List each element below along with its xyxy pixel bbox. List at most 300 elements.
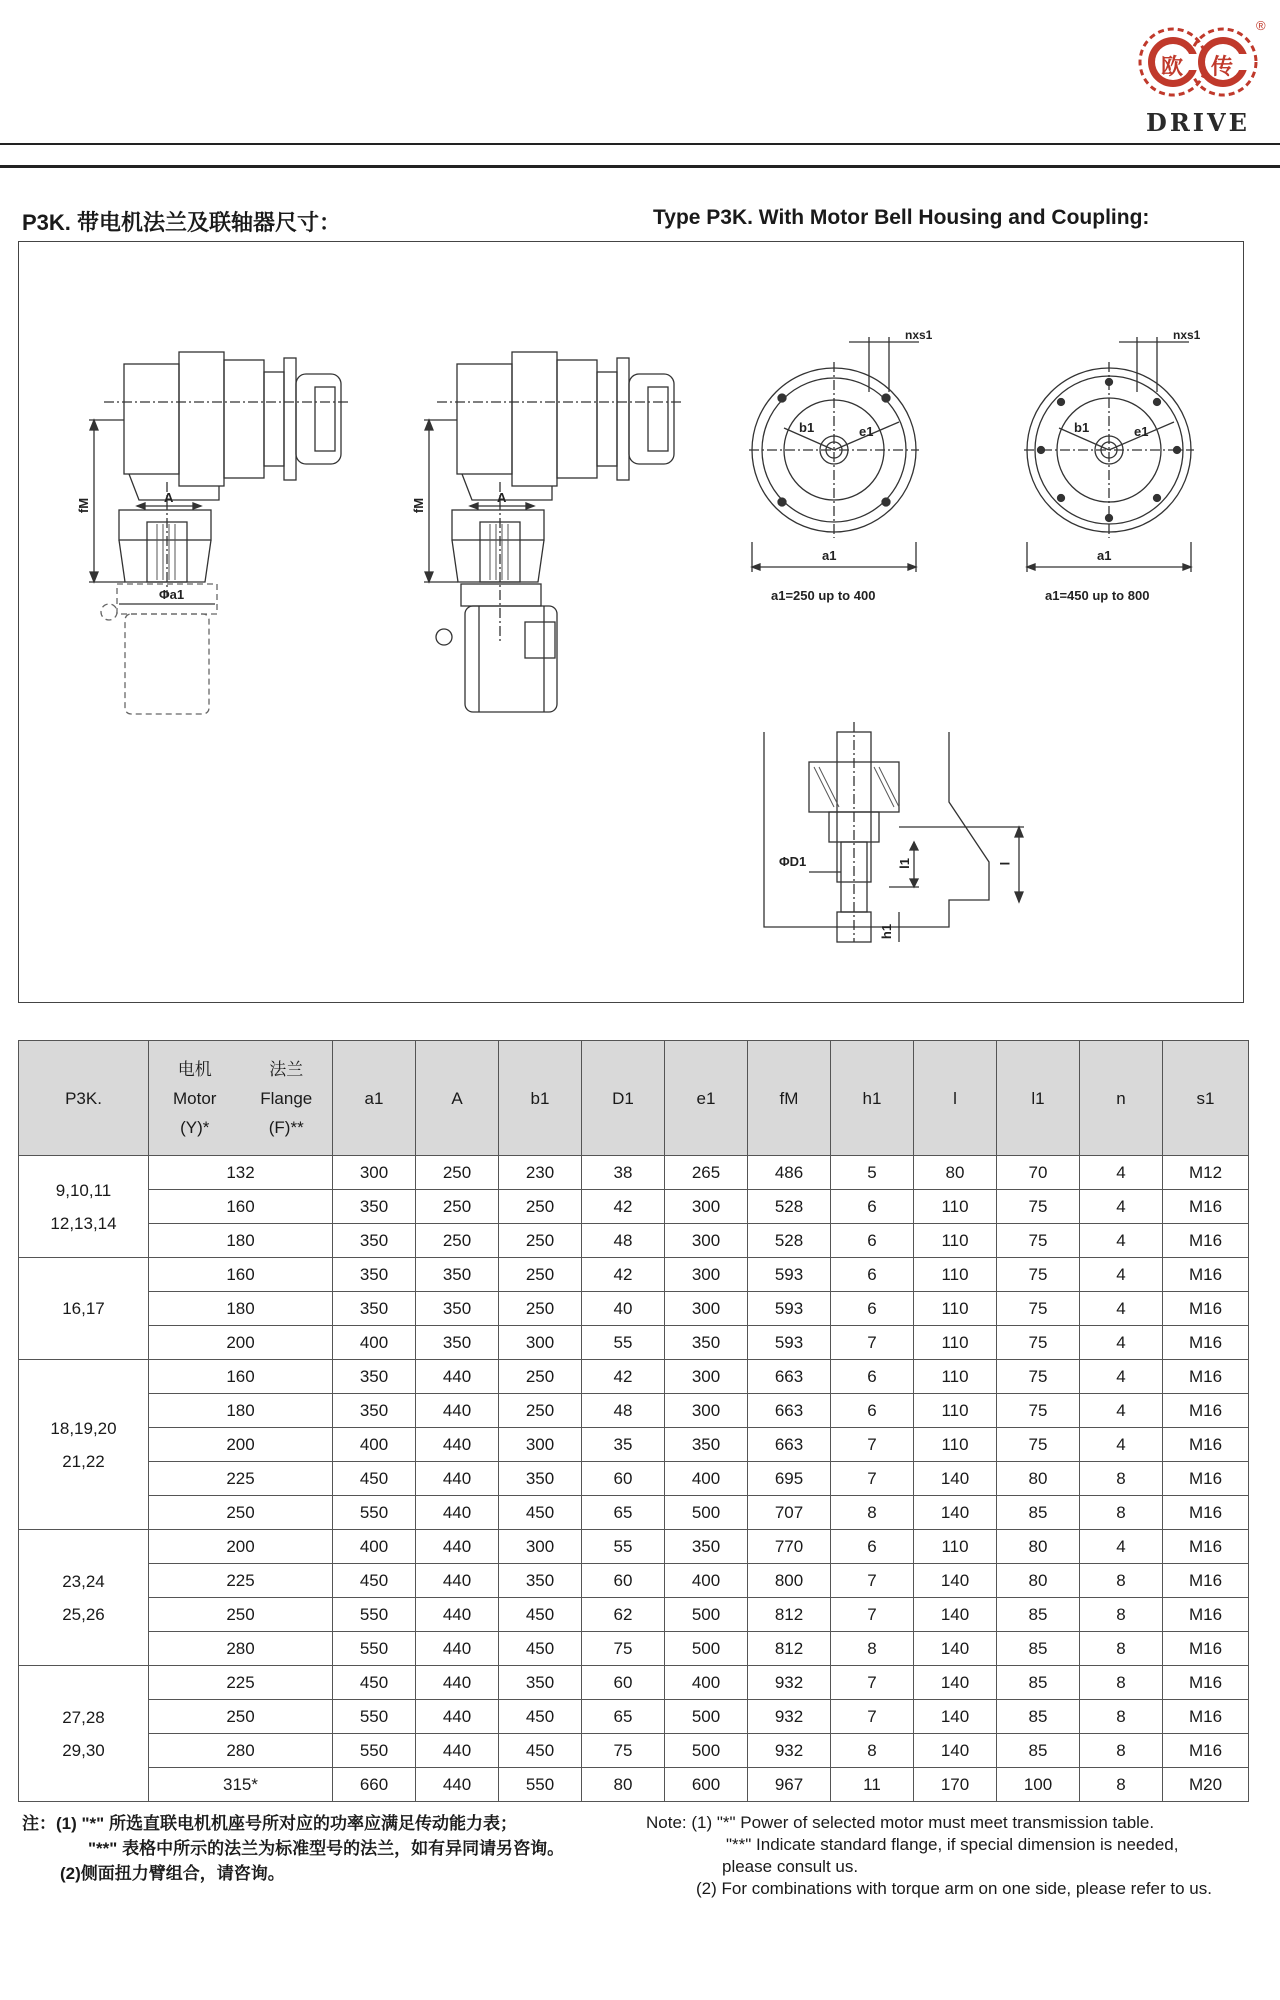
header-flange-en: Flange [260, 1088, 313, 1108]
header-col: n [1080, 1041, 1163, 1156]
table-cell: 140 [914, 1700, 997, 1734]
table-row [19, 1496, 1249, 1530]
table-cell: 110 [914, 1428, 997, 1462]
table-cell: 85 [997, 1666, 1080, 1700]
header-rule-thick [0, 165, 1280, 168]
table-row [19, 1428, 1249, 1462]
table-cell: M16 [1163, 1224, 1249, 1258]
table-cell: 110 [914, 1394, 997, 1428]
group-label [19, 1360, 149, 1530]
table-cell: 695 [748, 1462, 831, 1496]
table-cell: 440 [416, 1768, 499, 1802]
table-row [19, 1530, 1249, 1564]
table-cell: 140 [914, 1632, 997, 1666]
header-col: l1 [997, 1041, 1080, 1156]
table-cell: 7 [831, 1598, 914, 1632]
table-row [19, 1768, 1249, 1802]
table-cell: 8 [1080, 1666, 1163, 1700]
table-cell: 450 [499, 1632, 582, 1666]
table-cell: 8 [1080, 1734, 1163, 1768]
table-cell: 350 [665, 1326, 748, 1360]
label-a1-face2: a1 [1097, 548, 1112, 563]
table-cell: 440 [416, 1462, 499, 1496]
table-cell: 6 [831, 1224, 914, 1258]
table-body [19, 1156, 1249, 1802]
table-cell: 5 [831, 1156, 914, 1190]
motor-frame-cell: 200 [149, 1428, 333, 1462]
table-cell: 300 [499, 1428, 582, 1462]
table-cell: 11 [831, 1768, 914, 1802]
motor-frame-cell: 250 [149, 1700, 333, 1734]
group-label-line-2: 12,13,14 [50, 1213, 117, 1233]
header-col: D1 [582, 1041, 665, 1156]
header-motor-cn: 电机 [177, 1059, 212, 1079]
table-cell: 400 [665, 1666, 748, 1700]
table-cell: 7 [831, 1564, 914, 1598]
table-cell: 440 [416, 1700, 499, 1734]
table-cell: M16 [1163, 1190, 1249, 1224]
table-cell: 800 [748, 1564, 831, 1598]
table-cell: 85 [997, 1632, 1080, 1666]
table-cell: 400 [333, 1326, 416, 1360]
table-cell: 350 [499, 1462, 582, 1496]
table-cell: 250 [416, 1224, 499, 1258]
table-cell: 440 [416, 1734, 499, 1768]
table-cell: 110 [914, 1530, 997, 1564]
motor-frame-cell: 160 [149, 1190, 333, 1224]
table-cell: 450 [499, 1700, 582, 1734]
table-cell: 4 [1080, 1394, 1163, 1428]
table-cell: 440 [416, 1394, 499, 1428]
group-label-line-1: 16,17 [62, 1299, 105, 1318]
table-cell: 932 [748, 1666, 831, 1700]
gear-logo-icon [1128, 18, 1268, 108]
table-cell: 8 [831, 1496, 914, 1530]
group-label [19, 1258, 149, 1360]
table-cell: M16 [1163, 1564, 1249, 1598]
table-cell: 110 [914, 1190, 997, 1224]
table-cell: 812 [748, 1598, 831, 1632]
table-row [19, 1326, 1249, 1360]
table-cell: 550 [333, 1598, 416, 1632]
group-label-line-1: 18,19,20 [50, 1418, 117, 1438]
label-A-view2: A [497, 490, 507, 505]
table-cell: 110 [914, 1224, 997, 1258]
table-row [19, 1632, 1249, 1666]
table-cell: 140 [914, 1496, 997, 1530]
page-title-en: Type P3K. With Motor Bell Housing and Coupling: [653, 206, 1150, 229]
table-cell: 230 [499, 1156, 582, 1190]
table-cell: 660 [333, 1768, 416, 1802]
table-cell: 967 [748, 1768, 831, 1802]
table-cell: 75 [997, 1326, 1080, 1360]
motor-frame-cell: 200 [149, 1530, 333, 1564]
table-cell: 400 [333, 1530, 416, 1564]
table-row [19, 1394, 1249, 1428]
table-cell: 110 [914, 1258, 997, 1292]
table-cell: 8 [831, 1734, 914, 1768]
table-cell: 4 [1080, 1530, 1163, 1564]
table-cell: 663 [748, 1428, 831, 1462]
table-cell: 300 [665, 1360, 748, 1394]
table-row [19, 1598, 1249, 1632]
table-cell: 75 [997, 1224, 1080, 1258]
table-cell: 4 [1080, 1292, 1163, 1326]
table-cell: 350 [333, 1292, 416, 1326]
table-cell: M16 [1163, 1462, 1249, 1496]
brand-name: DRIVE [1146, 108, 1250, 137]
table-cell: M16 [1163, 1496, 1249, 1530]
table-cell: 350 [499, 1666, 582, 1700]
table-cell: 62 [582, 1598, 665, 1632]
table-cell: 110 [914, 1360, 997, 1394]
motor-frame-cell: 250 [149, 1496, 333, 1530]
table-cell: 6 [831, 1360, 914, 1394]
table-cell: 8 [1080, 1564, 1163, 1598]
table-cell: 440 [416, 1428, 499, 1462]
motor-frame-cell: 315* [149, 1768, 333, 1802]
table-cell: 8 [1080, 1768, 1163, 1802]
header-col: fM [748, 1041, 831, 1156]
header-col: h1 [831, 1041, 914, 1156]
table-cell: 8 [831, 1632, 914, 1666]
table-cell: 300 [665, 1394, 748, 1428]
motor-frame-cell: 160 [149, 1360, 333, 1394]
table-cell: 350 [333, 1394, 416, 1428]
table-cell: 140 [914, 1462, 997, 1496]
motor-frame-cell: 225 [149, 1462, 333, 1496]
table-row [19, 1224, 1249, 1258]
motor-frame-cell: 250 [149, 1598, 333, 1632]
table-cell: 60 [582, 1564, 665, 1598]
note-en-1: Note: (1) "*" Power of selected motor must meet transmission table. [646, 1813, 1155, 1832]
table-cell: 550 [333, 1700, 416, 1734]
table-cell: 8 [1080, 1700, 1163, 1734]
table-cell: 450 [499, 1598, 582, 1632]
table-cell: 932 [748, 1700, 831, 1734]
group-label-line-1: 9,10,11 [55, 1180, 112, 1200]
note-cn-1: 注：(1) "*" 所选直联电机机座号所对应的功率应满足传动能力表； [22, 1814, 517, 1833]
header-col: a1 [333, 1041, 416, 1156]
motor-frame-cell: 225 [149, 1564, 333, 1598]
page-title-cn: P3K. 带电机法兰及联轴器尺寸： [22, 210, 342, 235]
table-cell: M16 [1163, 1700, 1249, 1734]
note-cn-3: (2)侧面扭力臂组合，请咨询。 [60, 1864, 285, 1883]
logo-char-1: 欧 [1161, 55, 1184, 80]
table-row [19, 1564, 1249, 1598]
table-cell: 350 [333, 1360, 416, 1394]
label-e1-face1: e1 [859, 424, 874, 439]
table-cell: 42 [582, 1258, 665, 1292]
motor-frame-cell: 280 [149, 1632, 333, 1666]
brand-logo [1128, 18, 1268, 136]
table-cell: 80 [997, 1530, 1080, 1564]
table-cell: 440 [416, 1530, 499, 1564]
table-cell: 440 [416, 1598, 499, 1632]
motor-frame-cell: 200 [149, 1326, 333, 1360]
group-label [19, 1156, 149, 1258]
table-cell: 110 [914, 1326, 997, 1360]
table-cell: 110 [914, 1292, 997, 1326]
table-cell: 80 [582, 1768, 665, 1802]
table-cell: 6 [831, 1530, 914, 1564]
table-row [19, 1156, 1249, 1190]
table-cell: 4 [1080, 1428, 1163, 1462]
table-cell: 450 [333, 1462, 416, 1496]
table-cell: 250 [499, 1224, 582, 1258]
group-label-line-1: 27,28 [62, 1707, 105, 1727]
group-label-line-2: 21,22 [62, 1451, 105, 1471]
table-cell: 75 [582, 1632, 665, 1666]
table-cell: M16 [1163, 1394, 1249, 1428]
table-cell: 48 [582, 1394, 665, 1428]
table-cell: 593 [748, 1326, 831, 1360]
motor-frame-cell: 180 [149, 1224, 333, 1258]
table-cell: 250 [499, 1360, 582, 1394]
label-h1: h1 [879, 923, 895, 940]
table-row [19, 1258, 1249, 1292]
header-col: s1 [1163, 1041, 1249, 1156]
table-cell: 8 [1080, 1632, 1163, 1666]
table-cell: 593 [748, 1292, 831, 1326]
table-cell: 350 [416, 1326, 499, 1360]
header-p3k: P3K. [19, 1041, 149, 1156]
label-nxs1-face1: nxs1 [905, 328, 933, 342]
table-cell: 140 [914, 1598, 997, 1632]
header-flange-code: (F)** [268, 1117, 304, 1137]
table-cell: 350 [333, 1224, 416, 1258]
label-l: l [997, 861, 1013, 866]
table-cell: 550 [333, 1632, 416, 1666]
table-cell: 600 [665, 1768, 748, 1802]
table-cell: 42 [582, 1360, 665, 1394]
table-cell: 350 [499, 1564, 582, 1598]
table-cell: 250 [416, 1190, 499, 1224]
table-header-row [19, 1041, 1249, 1156]
header-motor-en: Motor [173, 1088, 217, 1108]
table-cell: 500 [665, 1700, 748, 1734]
table-cell: 4 [1080, 1224, 1163, 1258]
table-row [19, 1700, 1249, 1734]
table-cell: 70 [997, 1156, 1080, 1190]
table-cell: 250 [499, 1258, 582, 1292]
motor-frame-cell: 180 [149, 1292, 333, 1326]
caption-face1: a1=250 up to 400 [771, 588, 876, 603]
table-cell: 85 [997, 1598, 1080, 1632]
group-label-line-2: 25,26 [62, 1604, 105, 1624]
table-cell: 300 [499, 1326, 582, 1360]
header-rule-thin [0, 143, 1280, 145]
table-cell: M16 [1163, 1666, 1249, 1700]
table-cell: 440 [416, 1496, 499, 1530]
label-A-view1: A [164, 490, 174, 505]
table-cell: 932 [748, 1734, 831, 1768]
table-cell: 7 [831, 1326, 914, 1360]
table-row [19, 1190, 1249, 1224]
table-cell: 8 [1080, 1496, 1163, 1530]
table-cell: 85 [997, 1700, 1080, 1734]
table-cell: 250 [499, 1292, 582, 1326]
table-cell: 300 [333, 1156, 416, 1190]
table-cell: 80 [914, 1156, 997, 1190]
header-flange-cn: 法兰 [269, 1059, 304, 1079]
table-cell: 85 [997, 1496, 1080, 1530]
table-cell: 6 [831, 1292, 914, 1326]
header-col: e1 [665, 1041, 748, 1156]
table-cell: 140 [914, 1564, 997, 1598]
label-phi-a1: Φa1 [159, 587, 185, 602]
table-cell: 500 [665, 1598, 748, 1632]
group-label [19, 1666, 149, 1802]
note-en-2: "**" Indicate standard flange, if special dimension is needed, [726, 1835, 1179, 1854]
table-cell: M16 [1163, 1258, 1249, 1292]
table-cell: 6 [831, 1190, 914, 1224]
label-fM-view2: fM [411, 497, 427, 514]
group-label [19, 1530, 149, 1666]
label-nxs1-face2: nxs1 [1173, 328, 1201, 342]
table-row [19, 1734, 1249, 1768]
table-cell: M12 [1163, 1156, 1249, 1190]
table-cell: 663 [748, 1360, 831, 1394]
motor-frame-cell: 160 [149, 1258, 333, 1292]
motor-frame-cell: 132 [149, 1156, 333, 1190]
table-cell: 75 [997, 1394, 1080, 1428]
table-cell: 550 [333, 1496, 416, 1530]
table-cell: 300 [665, 1292, 748, 1326]
table-row [19, 1666, 1249, 1700]
table-cell: 450 [499, 1496, 582, 1530]
table-row [19, 1462, 1249, 1496]
table-cell: M16 [1163, 1598, 1249, 1632]
table-cell: M16 [1163, 1530, 1249, 1564]
table-cell: 250 [499, 1190, 582, 1224]
table-cell: 486 [748, 1156, 831, 1190]
table-cell: 4 [1080, 1258, 1163, 1292]
table-cell: M16 [1163, 1632, 1249, 1666]
table-cell: 140 [914, 1734, 997, 1768]
table-cell: 55 [582, 1530, 665, 1564]
header-motor [149, 1041, 241, 1156]
table-cell: 350 [416, 1258, 499, 1292]
table-cell: 75 [997, 1428, 1080, 1462]
table-cell: 60 [582, 1462, 665, 1496]
table-cell: 7 [831, 1462, 914, 1496]
registered-mark: ® [1256, 18, 1266, 33]
header-col: l [914, 1041, 997, 1156]
dimension-table [18, 1040, 1249, 1802]
note-en-3: please consult us. [722, 1857, 859, 1876]
table-cell: M16 [1163, 1428, 1249, 1462]
motor-frame-cell: 225 [149, 1666, 333, 1700]
table-cell: 48 [582, 1224, 665, 1258]
table-cell: 350 [333, 1258, 416, 1292]
table-cell: M16 [1163, 1292, 1249, 1326]
label-e1-face2: e1 [1134, 424, 1149, 439]
table-cell: 440 [416, 1632, 499, 1666]
table-cell: 440 [416, 1564, 499, 1598]
label-b1-face1: b1 [799, 420, 815, 435]
table-cell: 500 [665, 1496, 748, 1530]
label-phi-D1: ΦD1 [779, 854, 807, 869]
label-b1-face2: b1 [1074, 420, 1090, 435]
table-cell: 707 [748, 1496, 831, 1530]
table-cell: 450 [499, 1734, 582, 1768]
table-cell: 65 [582, 1700, 665, 1734]
header-motor-code: (Y)* [180, 1117, 210, 1137]
table-cell: 40 [582, 1292, 665, 1326]
technical-drawing-frame [18, 241, 1244, 1003]
table-cell: 60 [582, 1666, 665, 1700]
table-cell: 400 [665, 1564, 748, 1598]
table-cell: 8 [1080, 1598, 1163, 1632]
table-cell: 170 [914, 1768, 997, 1802]
table-cell: 35 [582, 1428, 665, 1462]
table-cell: 250 [499, 1394, 582, 1428]
table-cell: 7 [831, 1666, 914, 1700]
table-cell: 300 [665, 1224, 748, 1258]
table-cell: 80 [997, 1462, 1080, 1496]
table-cell: 663 [748, 1394, 831, 1428]
table-cell: 4 [1080, 1190, 1163, 1224]
table-cell: M16 [1163, 1360, 1249, 1394]
note-cn-2: "**" 表格中所示的法兰为标准型号的法兰，如有异同请另咨询。 [88, 1839, 565, 1858]
table-cell: 75 [997, 1360, 1080, 1394]
table-cell: 65 [582, 1496, 665, 1530]
table-cell: 350 [416, 1292, 499, 1326]
table-cell: 6 [831, 1394, 914, 1428]
table-cell: 55 [582, 1326, 665, 1360]
table-row [19, 1360, 1249, 1394]
table-cell: 528 [748, 1190, 831, 1224]
table-cell: 350 [665, 1530, 748, 1564]
table-cell: 42 [582, 1190, 665, 1224]
note-en-4: (2) For combinations with torque arm on one side, please refer to us. [696, 1879, 1212, 1898]
table-cell: 6 [831, 1258, 914, 1292]
table-cell: 440 [416, 1666, 499, 1700]
table-cell: 550 [499, 1768, 582, 1802]
motor-frame-cell: 280 [149, 1734, 333, 1768]
table-cell: 7 [831, 1428, 914, 1462]
table-cell: 7 [831, 1700, 914, 1734]
table-cell: 265 [665, 1156, 748, 1190]
table-cell: M20 [1163, 1768, 1249, 1802]
table-cell: 8 [1080, 1462, 1163, 1496]
header-col: b1 [499, 1041, 582, 1156]
table-cell: 440 [416, 1360, 499, 1394]
table-cell: 100 [997, 1768, 1080, 1802]
table-cell: 75 [997, 1258, 1080, 1292]
table-cell: 4 [1080, 1156, 1163, 1190]
table-cell: 140 [914, 1666, 997, 1700]
header-flange [241, 1041, 333, 1156]
group-label-line-1: 23,24 [62, 1571, 105, 1591]
table-cell: 500 [665, 1734, 748, 1768]
table-cell: 770 [748, 1530, 831, 1564]
table-row [19, 1292, 1249, 1326]
table-cell: 593 [748, 1258, 831, 1292]
label-a1-face1: a1 [822, 548, 837, 563]
table-cell: 400 [333, 1428, 416, 1462]
table-cell: M16 [1163, 1734, 1249, 1768]
table-cell: 4 [1080, 1326, 1163, 1360]
table-cell: 300 [665, 1258, 748, 1292]
logo-char-2: 传 [1211, 55, 1234, 80]
table-cell: M16 [1163, 1326, 1249, 1360]
motor-frame-cell: 180 [149, 1394, 333, 1428]
table-cell: 350 [665, 1428, 748, 1462]
table-cell: 812 [748, 1632, 831, 1666]
label-l1: l1 [896, 858, 912, 869]
